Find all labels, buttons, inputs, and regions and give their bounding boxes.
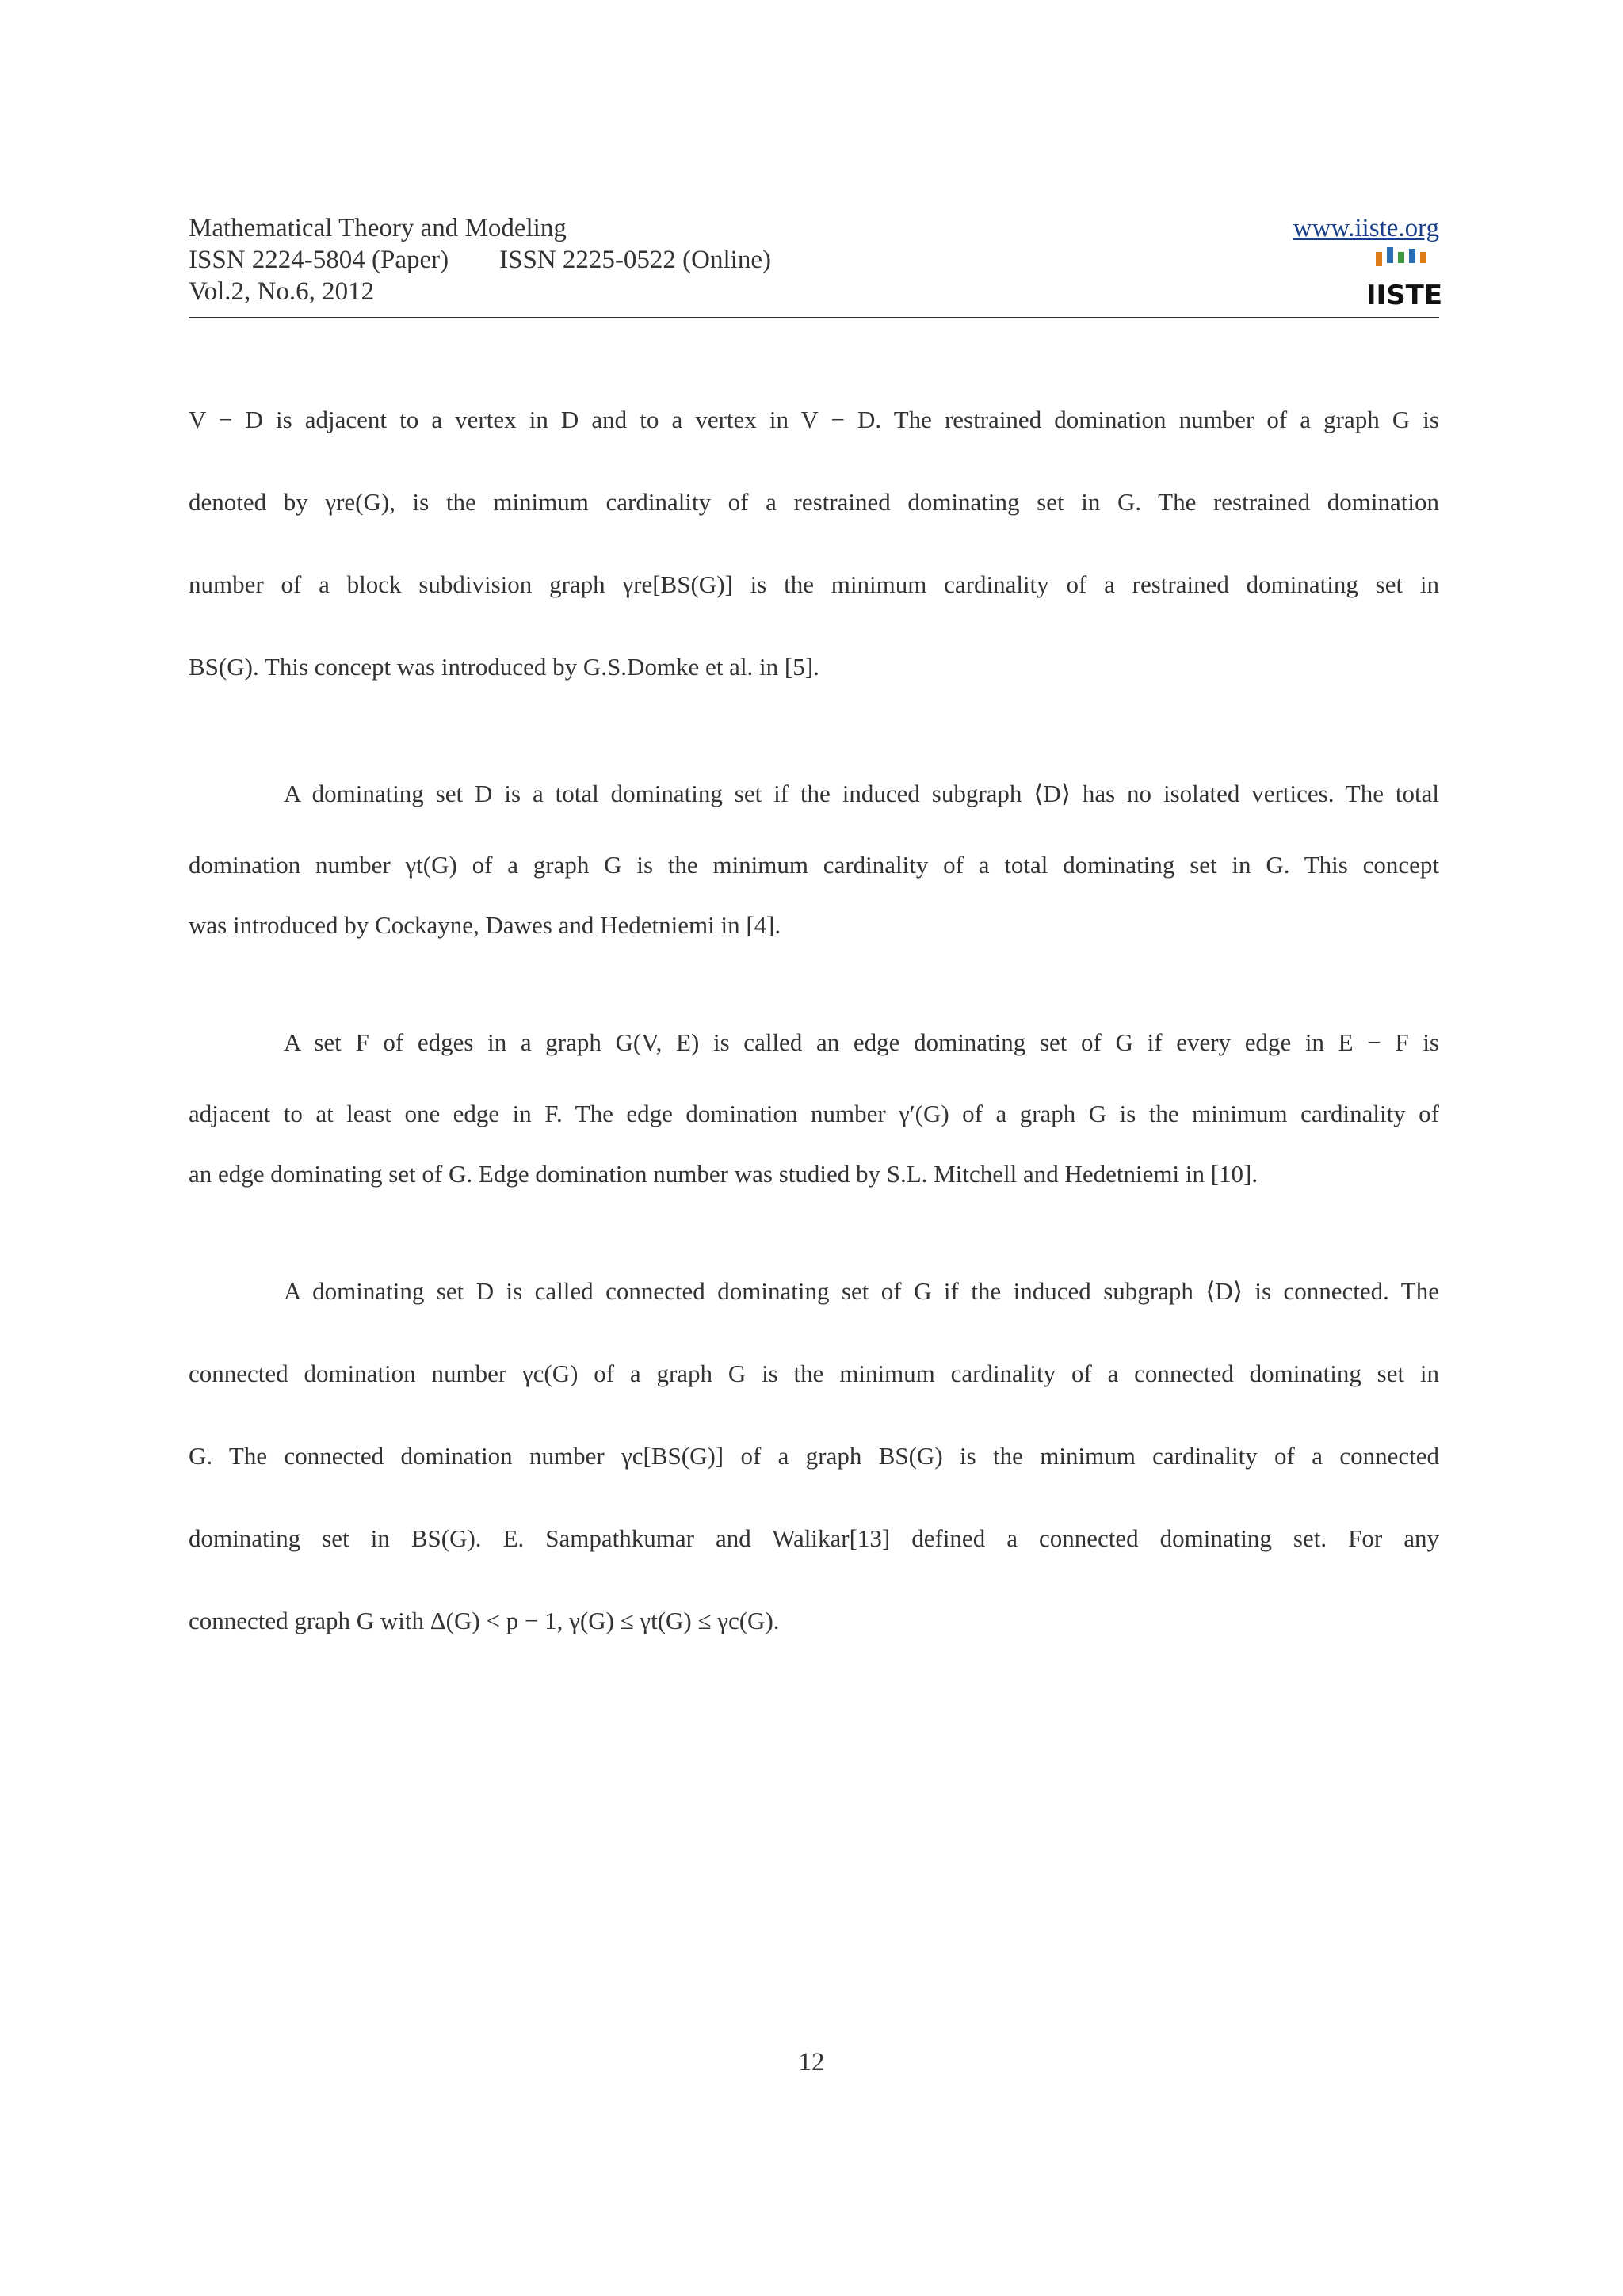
issn-line — [189, 244, 1439, 276]
logo-bar-blue — [1387, 247, 1393, 263]
logo-bar-orange — [1376, 252, 1382, 266]
paragraph-restrained-domination — [189, 379, 1439, 708]
text-line: dominating set in BS(G). E. Sampathkumar and Walikar[13] defined a connected dominating set. For any — [189, 1524, 1439, 1552]
text-line: adjacent to at least one edge in F. The edge domination number γ′(G) of a graph G is the minimum cardinality of — [189, 1100, 1439, 1127]
text-line: V − D is adjacent to a vertex in D and to a vertex in V − D. The restrained domination number of a graph G is — [189, 406, 1439, 433]
website-link[interactable]: www.iiste.org — [1293, 214, 1439, 242]
logo-bar-green — [1398, 252, 1404, 263]
paragraph-edge-domination — [189, 1001, 1439, 1204]
logo-bar-orange-2 — [1420, 252, 1426, 263]
text-line: G. The connected domination number γc[BS(G)] of a graph BS(G) is the minimum cardinality of a connected — [189, 1442, 1439, 1470]
logo-bar-blue-2 — [1409, 249, 1415, 263]
issn-paper: ISSN 2224-5804 (Paper) — [189, 246, 449, 274]
issn-online: ISSN 2225-0522 (Online) — [499, 246, 771, 274]
paragraph-total-domination — [189, 753, 1439, 955]
logo-text: IISTE — [1365, 280, 1443, 311]
text-line: A set F of edges in a graph G(V, E) is called an edge dominating set of G if every edge in E − F is — [284, 1028, 1439, 1056]
text-line: was introduced by Cockayne, Dawes and Hedetniemi in [4]. — [189, 911, 781, 939]
paragraph-connected-domination — [189, 1250, 1439, 1662]
text-line: an edge dominating set of G. Edge domination number was studied by S.L. Mitchell and Hedetniemi in [10]. — [189, 1160, 1258, 1188]
text-line: denoted by γre(G), is the minimum cardinality of a restrained dominating set in G. The restrained domination — [189, 488, 1439, 516]
page-number: 12 — [798, 2048, 825, 2077]
text-line: connected graph G with Δ(G) < p − 1, γ(G) ≤ γt(G) ≤ γc(G). — [189, 1607, 780, 1634]
text-line: A dominating set D is called connected dominating set of G if the induced subgraph ⟨D⟩ is connected. The — [284, 1277, 1439, 1305]
text-line: BS(G). This concept was introduced by G.S.Domke et al. in [5]. — [189, 653, 819, 681]
journal-title: Mathematical Theory and Modeling — [189, 214, 567, 242]
text-line: connected domination number γc(G) of a graph G is the minimum cardinality of a connected dominating set in — [189, 1360, 1439, 1387]
text-line: domination number γt(G) of a graph G is the minimum cardinality of a total dominating set in G. This concept — [189, 851, 1439, 879]
page-header — [189, 212, 1443, 318]
text-line: A dominating set D is a total dominating set if the induced subgraph ⟨D⟩ has no isolated vertices. The total — [284, 780, 1439, 807]
volume-info: Vol.2, No.6, 2012 — [189, 277, 375, 306]
iiste-logo — [1365, 241, 1443, 311]
text-line: number of a block subdivision graph γre[BS(G)] is the minimum cardinality of a restrained dominating set in — [189, 570, 1439, 598]
